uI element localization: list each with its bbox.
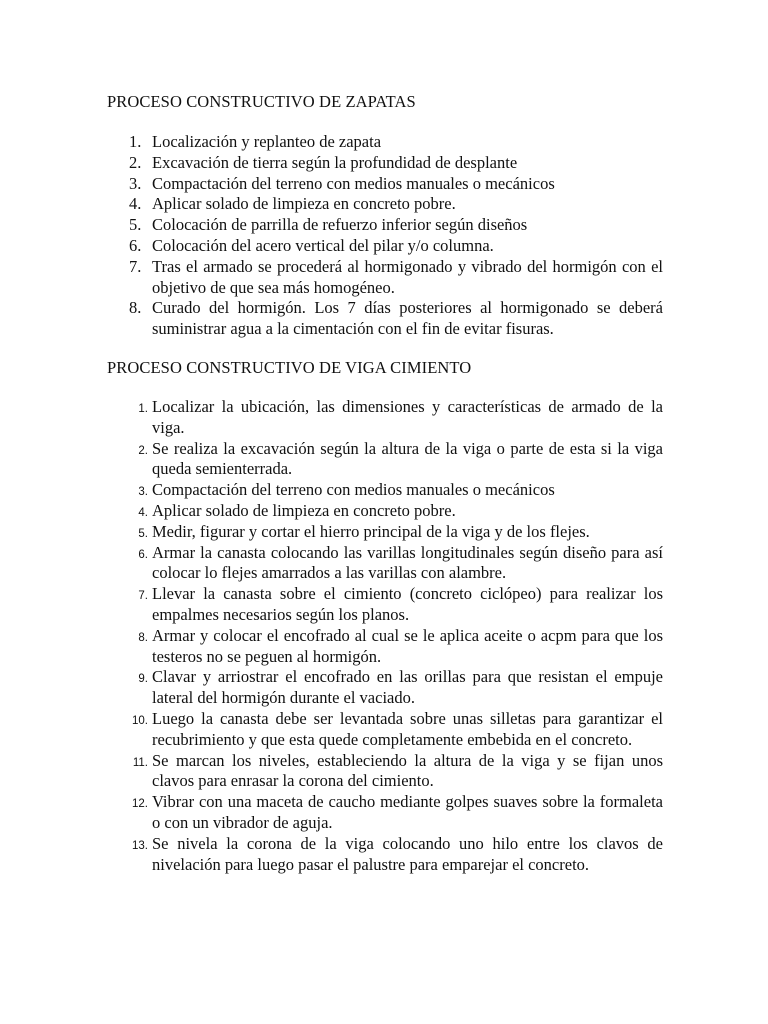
list-item [107,236,663,257]
list-item-number: 12. [132,798,148,811]
list-item [107,543,663,585]
list-item [107,834,663,876]
list-item-text: Colocación del acero vertical del pilar y/o columna. [152,235,494,255]
list-item-text: Compactación del terreno con medios manuales o mecánicos [152,173,555,193]
list-item [107,174,663,195]
list-item-text: Aplicar solado de limpieza en concreto pobre. [152,500,456,520]
list-item-number: 6. [138,548,148,561]
list-item [107,667,663,709]
list-item [107,132,663,153]
list-item-text: Aplicar solado de limpieza en concreto pobre. [152,194,456,214]
list-item-text: Curado del hormigón. Los 7 días posteriores al hormigonado se deberá suministrar agua a la cimentación con el fin de evitar fisuras. [152,298,663,339]
list-item-text: Colocación de parrilla de refuerzo inferior según diseños [152,215,528,235]
list-item [107,792,663,834]
list-item [107,397,663,439]
list-item-text: Se realiza la excavación según la altura de la viga o parte de esta si la viga queda semienterrada. [152,438,663,479]
list-item-text: Medir, figurar y cortar el hierro principal de la viga y de los flejes. [152,521,590,541]
list-item-number: 3. [138,486,148,499]
list-item [107,584,663,626]
list-item-number: 4. [138,506,148,519]
list-item [107,709,663,751]
list-item-text: Vibrar con una maceta de caucho mediante golpes suaves sobre la formaleta o con un vibrador de aguja. [152,792,663,832]
zapatas-steps-list [107,132,663,340]
list-item [107,439,663,481]
list-item-number: 1. [138,403,148,415]
section-title-zapatas: PROCESO CONSTRUCTIVO DE ZAPATAS [107,92,416,111]
list-item [107,215,663,236]
list-item-number: 8. [129,298,142,318]
section-title-viga-cimiento: PROCESO CONSTRUCTIVO DE VIGA CIMIENTO [107,358,472,377]
list-item [107,626,663,668]
list-item [107,194,663,215]
list-item-number: 2. [138,444,148,457]
list-item-number: 5. [138,527,148,540]
list-item-text: Excavación de tierra según la profundidad de desplante [152,152,518,172]
list-item-number: 10. [132,714,148,727]
list-item-number: 3. [129,173,142,193]
list-item [107,501,663,522]
list-item-number: 13. [132,839,148,852]
list-item-text: Se nivela la corona de la viga colocando uno hilo entre los clavos de nivelación para luego pasar el palustre para emparejar el concreto. [152,833,663,874]
list-item-text: Tras el armado se procederá al hormigonado y vibrado del hormigón con el objetivo de que sea más homogéneo. [152,256,663,297]
viga-cimiento-steps-list [107,397,663,875]
list-item-text: Localizar la ubicación, las dimensiones y características de armado de la viga. [152,397,663,437]
list-item-number: 8. [138,631,148,644]
list-item [107,751,663,793]
list-item-text: Luego la canasta debe ser levantada sobre unas silletas para garantizar el recubrimiento y que esta quede completamente embebida en el concreto. [152,708,663,749]
list-item-number: 5. [129,215,142,235]
list-item-text: Se marcan los niveles, estableciendo la altura de la viga y se fijan unos clavos para enrasar la corona del cimiento. [152,750,663,791]
list-item [107,522,663,543]
list-item-number: 2. [129,152,142,172]
list-item-number: 9. [138,673,148,686]
list-item-text: Clavar y arriostrar el encofrado en las orillas para que resistan el empuje lateral del hormigón durante el vaciado. [152,667,663,708]
list-item-number: 6. [129,235,142,255]
list-item [107,480,663,501]
list-item-text: Armar y colocar el encofrado al cual se le aplica aceite o acpm para que los testeros no se peguen al hormigón. [152,625,663,666]
list-item-text: Llevar la canasta sobre el cimiento (concreto ciclópeo) para realizar los empalmes necesarios según los planos. [152,584,663,624]
list-item-number: 7. [138,590,148,603]
list-item [107,153,663,174]
list-item-number: 7. [129,256,142,276]
list-item-text: Armar la canasta colocando las varillas longitudinales según diseño para así colocar lo flejes amarrados a las varillas con alambre. [152,542,663,583]
list-item-text: Localización y replanteo de zapata [152,132,382,151]
list-item-number: 11. [132,756,148,769]
list-item-number: 4. [129,194,142,214]
list-item [107,298,663,340]
list-item-text: Compactación del terreno con medios manuales o mecánicos [152,480,555,500]
list-item-number: 1. [129,132,142,151]
list-item [107,257,663,299]
